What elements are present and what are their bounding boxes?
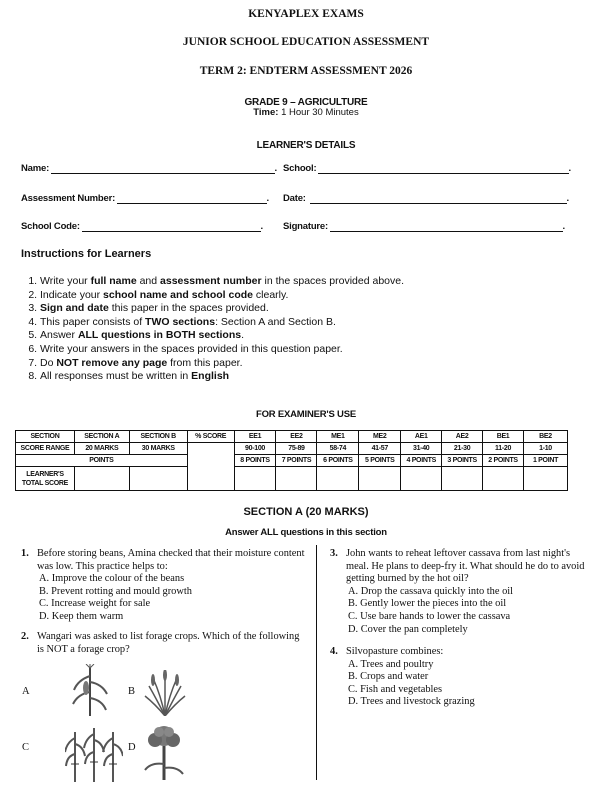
section-a-subtitle: Answer ALL questions in this section — [225, 527, 387, 538]
option-a-label[interactable]: A — [22, 686, 30, 697]
answer-option[interactable]: C. Fish and vegetables — [348, 683, 443, 695]
name-label: Name: — [21, 163, 50, 174]
score-cell[interactable] — [234, 467, 276, 491]
score-cell[interactable] — [401, 467, 442, 491]
score-cell[interactable] — [276, 467, 317, 491]
table-cell: 6 POINTS — [317, 455, 359, 467]
instruction-item: 8. All responses must be written in English — [40, 370, 580, 384]
table-cell: SCORE RANGE — [16, 443, 75, 455]
answer-option[interactable]: A. Improve the colour of the beans — [39, 573, 185, 585]
signature-label: Signature: — [283, 221, 328, 232]
table-cell: EE2 — [276, 431, 317, 443]
table-cell: % SCORE — [187, 431, 234, 443]
score-cell[interactable] — [129, 467, 187, 491]
table-row — [16, 443, 568, 455]
answer-option[interactable]: D. Cover the pan completely — [348, 623, 468, 635]
section-a-title: SECTION A (20 MARKS) — [243, 506, 369, 518]
table-cell: 3 POINTS — [442, 455, 483, 467]
score-cell[interactable] — [524, 467, 568, 491]
instructions-title: Instructions for Learners — [21, 248, 152, 260]
table-cell: SECTION A — [74, 431, 129, 443]
table-cell: 31-40 — [401, 443, 442, 455]
table-cell: 5 POINTS — [359, 455, 401, 467]
table-cell: 11-20 — [483, 443, 524, 455]
table-cell: 1 POINT — [524, 455, 568, 467]
table-cell: AE2 — [442, 431, 483, 443]
question-4: 4. Silvopasture combines: A. Trees and poultry B. Crops and water C. Fish and vegetables D. Trees and livestock grazing — [330, 646, 592, 709]
table-cell: SECTION B — [129, 431, 187, 443]
table-row — [16, 455, 568, 467]
answer-option[interactable]: C. Use bare hands to lower the cassava — [348, 610, 511, 622]
table-cell: ME1 — [317, 431, 359, 443]
assessment-number-label: Assessment Number: — [21, 193, 116, 204]
sugarcane-plants-icon — [65, 724, 123, 782]
grade-subject: GRADE 9 – AGRICULTURE — [244, 97, 368, 108]
question-1: 1. Before storing beans, Amina checked that their moisture content was low. This practice helps to: A. Improve the colour of the beans B. Prevent rotting and mould growth C. Increase weight for sale D. Keep them warm — [21, 548, 307, 624]
option-c-label[interactable]: C — [22, 742, 30, 753]
org-title: KENYAPLEX EXAMS — [248, 8, 364, 20]
school-label: School: — [283, 163, 317, 174]
examiner-title: FOR EXAMINER'S USE — [255, 409, 356, 420]
table-cell: ME2 — [359, 431, 401, 443]
instruction-item: 6. Write your answers in the spaces provided in this question paper. — [40, 343, 580, 357]
table-cell: POINTS — [16, 455, 188, 467]
table-cell: LEARNER'S TOTAL SCORE — [16, 467, 75, 491]
table-row — [16, 467, 568, 491]
table-cell: 58-74 — [317, 443, 359, 455]
table-cell: 21-30 — [442, 443, 483, 455]
answer-option[interactable]: C. Increase weight for sale — [39, 598, 151, 610]
answer-option[interactable]: D. Keep them warm — [39, 610, 124, 622]
score-cell[interactable] — [359, 467, 401, 491]
instruction-item: 4. This paper consists of TWO sections: Section A and Section B. — [40, 316, 580, 330]
score-cell[interactable] — [442, 467, 483, 491]
percent-score-cell[interactable] — [187, 443, 234, 491]
answer-option[interactable]: B. Gently lower the pieces into the oil — [348, 598, 507, 610]
assessment-title: JUNIOR SCHOOL EDUCATION ASSESSMENT — [182, 36, 430, 48]
answer-option[interactable]: D. Trees and livestock grazing — [348, 696, 475, 708]
question-2: 2. Wangari was asked to list forage crops. Which of the following is NOT a forage crop? — [21, 631, 300, 655]
option-b-label[interactable]: B — [128, 686, 136, 697]
table-cell: BE2 — [524, 431, 568, 443]
time-label: Time: — [253, 107, 279, 118]
assessment-number-field[interactable] — [117, 193, 266, 204]
answer-option[interactable]: A. Trees and poultry — [348, 658, 434, 670]
instruction-item: 1. Write your full name and assessment number in the spaces provided above. — [40, 275, 580, 289]
instructions-list — [20, 275, 580, 384]
signature-field[interactable] — [330, 221, 563, 232]
table-cell: 20 MARKS — [74, 443, 129, 455]
question-3: 3. John wants to reheat leftover cassava from last night's meal. He plans to deep-fry it. What should he do to avoid getting burned by the hot oil? A. Drop the cassava quickly into the oil B. Gently lower the pieces into the oil C. Use bare hands to lower the cassava D. Cover the pan completely — [330, 548, 592, 636]
examiner-table — [15, 430, 568, 491]
answer-option[interactable]: B. Prevent rotting and mould growth — [39, 585, 192, 597]
maize-plant-icon — [70, 664, 110, 716]
option-d-label[interactable]: D — [128, 742, 136, 753]
score-cell[interactable] — [74, 467, 129, 491]
table-cell: 1-10 — [524, 443, 568, 455]
instruction-item: 7. Do NOT remove any page from this paper. — [40, 357, 580, 371]
table-cell: 4 POINTS — [401, 455, 442, 467]
table-cell: 75-89 — [276, 443, 317, 455]
score-cell[interactable] — [483, 467, 524, 491]
date-label: Date: — [283, 193, 306, 204]
answer-option[interactable]: B. Crops and water — [348, 671, 429, 683]
table-cell: EE1 — [234, 431, 276, 443]
table-cell: 30 MARKS — [129, 443, 187, 455]
school-field[interactable] — [318, 163, 568, 174]
instruction-item: 3. Sign and date this paper in the spaces provided. — [40, 302, 580, 316]
table-cell: 2 POINTS — [483, 455, 524, 467]
broccoli-plant-icon — [141, 724, 187, 780]
grass-clump-icon — [143, 670, 187, 716]
name-field[interactable] — [51, 163, 275, 174]
table-cell: 8 POINTS — [234, 455, 276, 467]
answer-option[interactable]: A. Drop the cassava quickly into the oil — [348, 585, 514, 597]
table-cell: SECTION — [16, 431, 75, 443]
column-divider — [316, 545, 317, 780]
school-code-field[interactable] — [82, 221, 261, 232]
table-cell: 41-57 — [359, 443, 401, 455]
table-cell: BE1 — [483, 431, 524, 443]
school-code-label: School Code: — [21, 221, 80, 232]
date-field[interactable] — [310, 193, 567, 204]
term-title: TERM 2: ENDTERM ASSESSMENT 2026 — [199, 65, 413, 77]
table-cell: AE1 — [401, 431, 442, 443]
table-row — [16, 431, 568, 443]
time-value: 1 Hour 30 Minutes — [281, 107, 359, 118]
instruction-item: 2. Indicate your school name and school code clearly. — [40, 289, 580, 303]
table-cell: 7 POINTS — [276, 455, 317, 467]
learner-details-title: LEARNER'S DETAILS — [256, 140, 356, 151]
instruction-item: 5. Answer ALL questions in BOTH sections. — [40, 329, 580, 343]
table-cell: 90-100 — [234, 443, 276, 455]
score-cell[interactable] — [317, 467, 359, 491]
